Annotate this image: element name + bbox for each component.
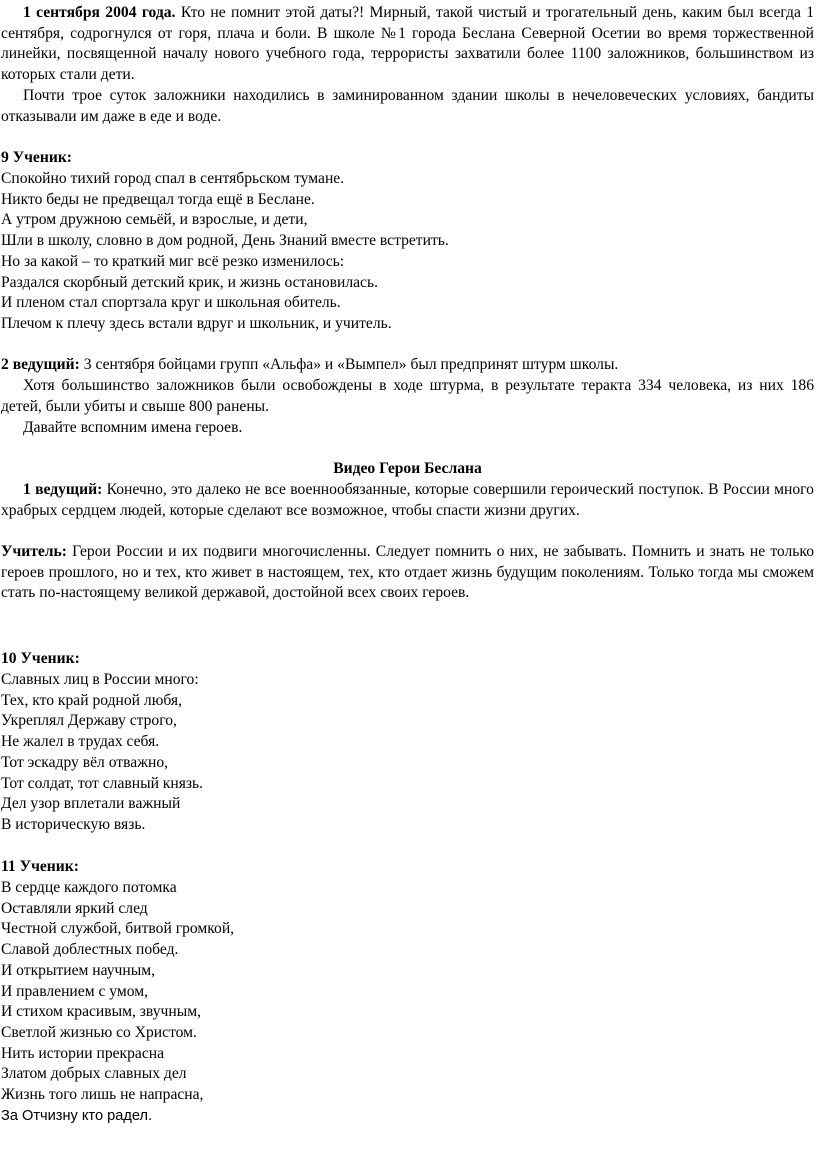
poem-line: Шли в школу, словно в дом родной, День Знаний вместе встретить. (1, 232, 449, 250)
poem-line: Тот солдат, тот славный князь. (1, 774, 204, 792)
intro-date: 1 сентября 2004 года. (23, 4, 176, 21)
intro-text: Кто не помнит этой даты?! Мирный, такой чистый и трогательный день, каким был всегда 1 сентября, содрогнулся от горя, плача и боли. В школе №1 города Беслана Северной Осетии во время торжественной линейки, посвященной началу нового учебного года, террористы захватили более 1100 заложников, большинством из которых стали дети. (1, 4, 815, 84)
poem-line: И стихом красивым, звучным, (1, 1003, 201, 1021)
video-title: Видео Герои Беслана (333, 460, 482, 477)
poem-line: И пленом стал спортзала круг и школьная обитель. (1, 294, 341, 312)
host2-paragraph (1, 355, 814, 376)
poem-line: Плечом к плечу здесь встали вдруг и школьник, и учитель. (1, 314, 392, 332)
poem-line: Славных лиц в России много: (1, 671, 199, 688)
host2-label: 2 ведущий: (1, 356, 80, 373)
poem-line: Раздался скорбный детский крик, и жизнь остановилась. (1, 273, 378, 291)
poem-line: Светлой жизнью со Христом. (1, 1023, 197, 1041)
poem-line: Укреплял Державу строго, (1, 712, 177, 730)
host2-text: 3 сентября бойцами групп «Альфа» и «Вымпел» был предпринят штурм школы. (79, 356, 619, 373)
teacher-text: Герои России и их подвиги многочисленны. Следует помнить о них, не забывать. Помнить и знать не только героев прошлого, но и тех, кто живет в настоящем, тех, кто отдает жизнь будущим поколениям. Только тогда мы сможем стать по-настоящему великой державой, достойной всех своих героев. (1, 543, 814, 602)
poem-line: И открытием научным, (1, 961, 155, 979)
student10-heading: 10 Ученик: (1, 650, 80, 667)
poem-line: Не жалел в трудах себя. (1, 733, 160, 751)
student9-heading: 9 Ученик: (1, 149, 73, 166)
poem-line: Златом добрых славных дел (1, 1065, 187, 1083)
host2-paragraph-2: Хотя большинство заложников были освобождены в ходе штурма, в результате теракта 334 человека, из них 186 детей, были убиты и свыше 800 ранены. (1, 377, 814, 415)
intro-paragraph-1 (1, 3, 814, 86)
poem-line: А утром дружною семьёй, и взрослые, и дети, (1, 211, 308, 229)
poem-line: Жизнь того лишь не напрасна, (1, 1086, 204, 1104)
poem-line: Тех, кто край родной любя, (1, 691, 182, 709)
host1-paragraph (1, 480, 814, 521)
teacher-label: Учитель: (1, 543, 67, 560)
student9-poem (1, 169, 814, 335)
intro-paragraph-2: Почти трое суток заложники находились в заминированном здании школы в нечеловеческих условиях, бандиты отказывали им даже в еде и воде. (1, 87, 814, 125)
poem-line: Славой доблестных побед. (1, 941, 179, 959)
poem-line: В сердце каждого потомка (1, 879, 177, 896)
poem-line: Дел узор вплетали важный (1, 795, 181, 813)
poem-line: Честной службой, битвой громкой, (1, 920, 235, 938)
host1-label: 1 ведущий: (23, 481, 103, 498)
poem-line: Но за какой – то краткий миг всё резко изменилось: (1, 252, 345, 270)
teacher-paragraph (1, 542, 814, 604)
poem-line: И правлением с умом, (1, 982, 149, 1000)
poem-line: Оставляли яркий след (1, 899, 148, 917)
student11-poem (1, 878, 814, 1126)
host2-paragraph-3: Давайте вспомним имена героев. (23, 419, 243, 436)
poem-line: Спокойно тихий город спал в сентябрьском тумане. (1, 170, 345, 187)
poem-line: В историческую вязь. (1, 815, 146, 833)
host1-text: Конечно, это далеко не все военнообязанные, которые совершили героический поступок. В России много храбрых сердцем людей, которые сделают все возможное, чтобы спасти жизни других. (1, 481, 814, 519)
poem-line: Тот эскадру вёл отважно, (1, 753, 169, 771)
poem-last-line: За Отчизну кто радел. (1, 1107, 153, 1124)
student10-poem (1, 670, 814, 836)
student11-heading: 11 Ученик: (1, 858, 79, 875)
poem-line: Никто беды не предвещал тогда ещё в Беслане. (1, 190, 315, 208)
poem-line: Нить истории прекрасна (1, 1044, 165, 1062)
